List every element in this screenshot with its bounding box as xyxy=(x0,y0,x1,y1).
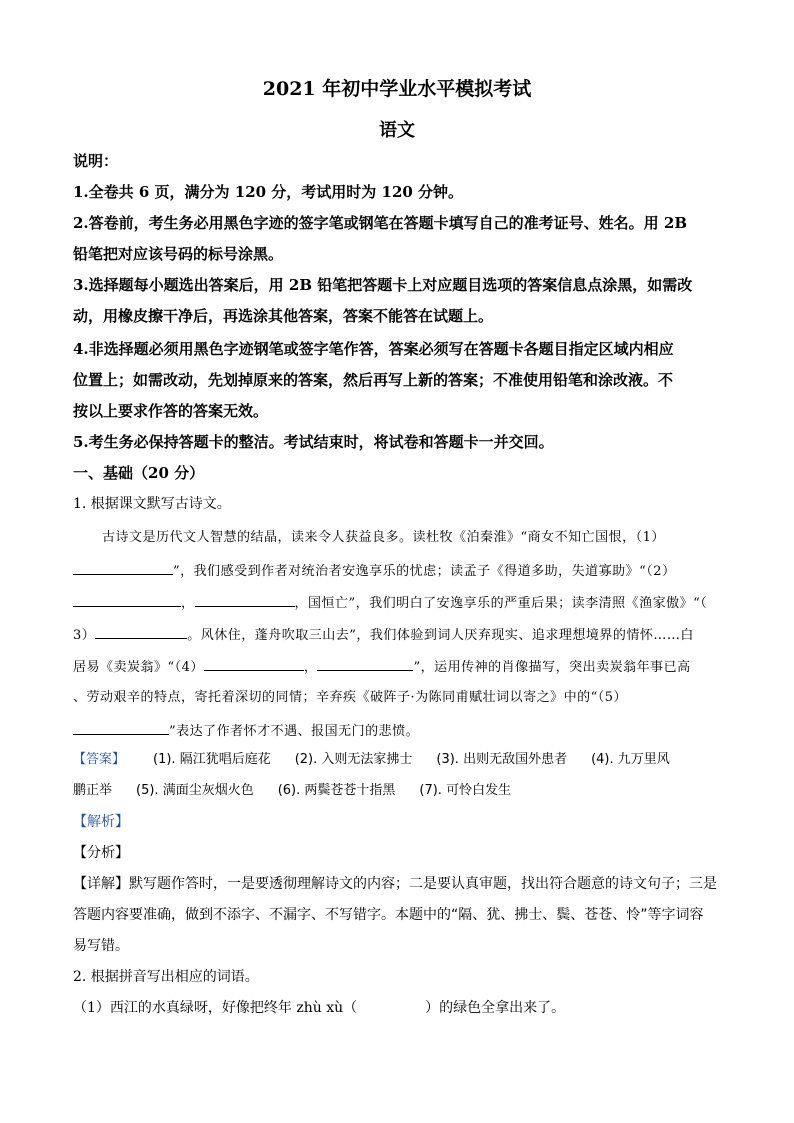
xiangjie-line-2: 答题内容要准确，做到不添字、不漏字、不写错字。本题中的“隔、犹、拂士、鬓、苍苍、怜”等字词容 xyxy=(73,907,704,923)
page-title: 2021 年初中学业水平模拟考试 xyxy=(262,78,532,100)
instruction-item-3a: 3.选择题每小题选出答案后，用 2B 铅笔把答题卡上对应题目选项的答案信息点涂黑，如需改 xyxy=(73,276,693,294)
answer-item: (5). 满面尘灰烟火色 xyxy=(136,783,254,798)
fenxi-label: 【分析】 xyxy=(73,845,129,861)
passage-text: 居易《卖炭翁》“（4） xyxy=(73,660,204,675)
answer-blank[interactable] xyxy=(95,624,187,639)
instruction-item-2b: 铅笔把对应该号码的标号涂黑。 xyxy=(73,245,284,263)
instruction-item-5: 5.考生务必保持答题卡的整洁。考试结束时，将试卷和答题卡一并交回。 xyxy=(73,433,554,451)
passage-line-6: 、劳动艰辛的特点，寄托着深切的同情；辛弃疾《破阵子·为陈同甫赋壮词以寄之》中的“（5） xyxy=(73,690,628,705)
passage-text: ”表达了作者怀才不遇、报国无门的悲愤。 xyxy=(169,724,420,739)
page-subject: 语文 xyxy=(379,120,415,141)
answer-item: 鹏正举 xyxy=(73,783,113,798)
xiangjie-text: 默写题作答时，一是要透彻理解诗文的内容；二是要认真审题，找出符合题意的诗文句子；三是 xyxy=(129,876,717,892)
answer-item: (1). 隔江犹唱后庭花 xyxy=(153,752,271,767)
passage-text: 3） xyxy=(73,628,96,643)
answer-item: (4). 九万里风 xyxy=(591,752,670,767)
passage-text: ”，运用传神的肖像描写，突出卖炭翁年事已高 xyxy=(413,660,691,675)
xiangjie-label: 【详解】 xyxy=(73,876,129,892)
answer-item: (3). 出则无敌国外患者 xyxy=(436,752,568,767)
passage-text: ，国恒亡”，我们明白了安逸享乐的严重后果；读李清照《渔家傲》“（ xyxy=(294,596,708,611)
passage-text: ， xyxy=(181,596,195,611)
xiangjie-line-1 xyxy=(73,874,733,894)
analysis-label: 【解析】 xyxy=(73,814,129,830)
passage-text: 。风休住，蓬舟吹取三山去”，我们体验到词人厌弃现实、追求理想境界的情怀……白 xyxy=(187,628,694,643)
answer-item: (6). 两鬓苍苍十指黑 xyxy=(277,783,396,798)
answer-blank[interactable] xyxy=(73,560,173,575)
question-2-prompt: 2. 根据拼音写出相应的词语。 xyxy=(73,969,259,985)
instruction-item-4c: 按以上要求作答的答案无效。 xyxy=(73,402,269,420)
instruction-item-3b: 动，用橡皮擦干净后，再选涂其他答案，答案不能答在试题上。 xyxy=(73,307,494,325)
passage-text: ”，我们感受到作者对统治者安逸享乐的忧虑；读孟子《得道多助，失道寡助》“（2） xyxy=(173,564,676,579)
passage-line-5 xyxy=(73,656,733,678)
passage-line-4 xyxy=(73,624,733,646)
answer-blank[interactable] xyxy=(73,720,169,735)
instructions-heading: 说明： xyxy=(73,152,119,170)
answer-line-1 xyxy=(73,750,733,770)
passage-line-2 xyxy=(73,560,733,582)
question-1-prompt: 1. 根据课文默写古诗文。 xyxy=(73,496,231,512)
section-heading: 一、基础（20 分） xyxy=(73,464,205,482)
xiangjie-line-3: 易写错。 xyxy=(73,938,129,954)
answer-blank[interactable] xyxy=(73,592,181,607)
passage-line-7 xyxy=(73,720,733,742)
answer-blank[interactable] xyxy=(204,656,304,671)
answer-item: (7). 可怜白发生 xyxy=(419,783,512,798)
answer-blank[interactable] xyxy=(317,656,413,671)
passage-line-1: 古诗文是历代文人智慧的结晶，读来令人获益良多。读杜牧《泊秦淮》“商女不知亡国恨，（1） xyxy=(102,530,665,545)
instruction-item-2a: 2.答卷前，考生务必用黑色字迹的签字笔或钢笔在答题卡填写自己的准考证号、姓名。用 2B xyxy=(73,214,688,232)
question-2-item-1 xyxy=(73,998,733,1018)
passage-line-3 xyxy=(73,592,733,614)
instruction-item-4a: 4.非选择题必须用黑色字迹钢笔或签字笔作答，答案必须写在答题卡各题目指定区域内相应 xyxy=(73,340,674,358)
instruction-item-4b: 位置上；如需改动，先划掉原来的答案，然后再写上新的答案；不准使用铅笔和涂改液。不 xyxy=(73,371,674,389)
answer-line-2 xyxy=(73,781,733,801)
answer-item: (2). 入则无法家拂士 xyxy=(294,752,413,767)
question-text: ）的绿色全拿出来了。 xyxy=(425,1000,566,1016)
answer-label: 【答案】 xyxy=(73,752,126,767)
passage-text: ， xyxy=(303,660,318,675)
question-text: （1）西江的水真绿呀，好像把终年 zhù xù（ xyxy=(73,1000,358,1016)
instruction-item-1: 1.全卷共 6 页，满分为 120 分，考试用时为 120 分钟。 xyxy=(73,183,464,201)
answer-blank[interactable] xyxy=(195,592,295,607)
